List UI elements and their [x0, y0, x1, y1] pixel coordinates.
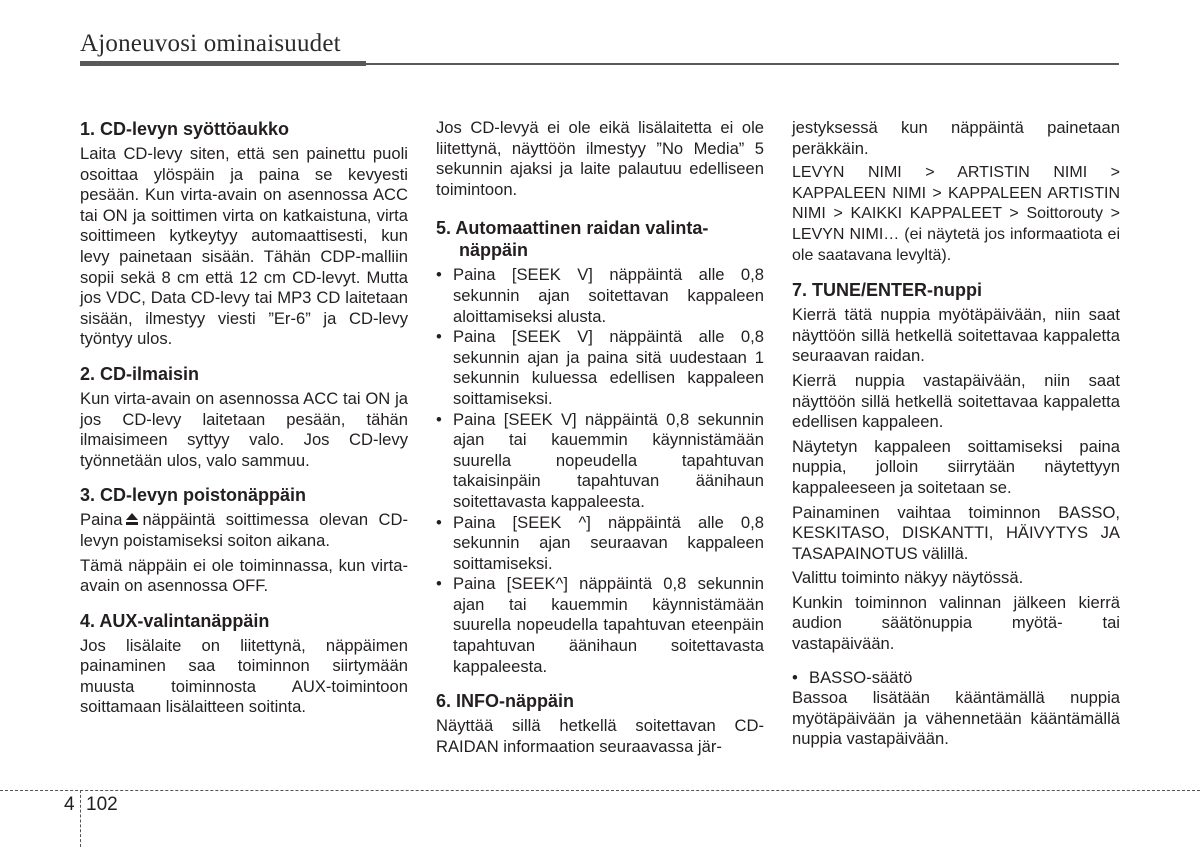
column-2	[436, 118, 764, 757]
chapter-number: 4	[64, 794, 75, 815]
paragraph-bass: Bassoa lisätään kääntämällä nuppia myötäpäivään ja vähennetään kääntämällä nuppia vastapäivään.	[792, 688, 1120, 749]
heading-cd-indicator: 2. CD-ilmaisin	[80, 363, 200, 384]
paragraph-tune-display: Valittu toiminto näkyy näytössä.	[792, 568, 1024, 588]
heading-seek-line1: 5. Automaattinen raidan valinta-	[436, 218, 709, 239]
seek-bullet-text: Paina [SEEK V] näppäintä alle 0,8 sekunnin ajan soitettavan kappaleen aloittamiseksi alusta.	[453, 265, 764, 326]
heading-seek-line2: näppäin	[459, 240, 529, 261]
paragraph-tune-press: Näytetyn kappaleen soittamiseksi paina nuppia, jolloin siirrytään näytettyyn kappaleeseen ja soitetaan se.	[792, 436, 1120, 497]
bullet-dot: •	[436, 512, 442, 532]
paragraph-tune-modes: Painaminen vaihtaa toiminnon BASSO, KESKITASO, DISKANTTI, HÄIVYTYS JA TASAPAINOTUS välillä.	[792, 502, 1120, 563]
heading-aux-button: 4. AUX-valintanäppäin	[80, 610, 270, 631]
bullet-dot: •	[436, 265, 442, 285]
bass-bullet	[792, 668, 1120, 689]
heading-seek	[436, 217, 764, 261]
heading-tune-knob: 7. TUNE/ENTER-nuppi	[792, 280, 982, 301]
paragraph-info-cont: jestyksessä kun näppäintä painetaan peräkkäin.	[792, 118, 1120, 158]
paragraph-tune-adjust: Kunkin toiminnon valinnan jälkeen kierrä audion säätönuppia myötä- tai vastapäivään.	[792, 592, 1120, 654]
heading-eject-button: 3. CD-levyn poistonäppäin	[80, 485, 307, 506]
bass-bullet-label: BASSO-säätö	[809, 667, 913, 687]
bullet-dot: •	[436, 574, 442, 594]
seek-bullet-5	[436, 574, 764, 677]
heading-info-button: 6. INFO-näppäin	[436, 691, 575, 712]
header-title: Ajoneuvosi ominaisuudet	[80, 30, 341, 57]
seek-bullet-2	[436, 327, 764, 409]
paragraph-cd-indicator: Kun virta-avain on asennossa ACC tai ON ja jos CD-levy laitetaan pesään, tähän ilmaisimeen syttyy valo. Jos CD-levy työnnetään ulos, valo sammuu.	[80, 388, 408, 470]
eject-icon	[125, 512, 139, 526]
paragraph-info-sequence: LEVYN NIMI > ARTISTIN NIMI > KAPPALEEN NIMI > KAPPALEEN ARTISTIN NIMI > KAIKKI KAPPALEET > Soittorouty > LEVYN NIMI… (ei näytetä jos informaatiota ei ole saatavana levyltä).	[792, 164, 1120, 264]
column-3	[792, 118, 1120, 750]
paragraph-eject	[80, 510, 408, 551]
bullet-dot: •	[792, 667, 798, 687]
seek-bullet-3	[436, 410, 764, 513]
paragraph-cd-slot: Laita CD-levy siten, että sen painettu puoli osoittaa ylöspäin ja paina se kevyesti pesään. Kun virta-avain on asennossa ACC tai ON ja soittimen virta on katkaistuna, virta soittimeen kytkeytyy automaattisesti, kun levy painetaan sisään. Tähän CDP-malliin sopii sekä 8 cm että 12 cm CD-levyt. Mutta jos VDC, Data CD-levy tai MP3 CD laitetaan sisään, ilmestyy viesti ”Er-6” ja CD-levy työntyy ulos.	[80, 144, 408, 349]
paragraph-no-media: Jos CD-levyä ei ole eikä lisälaitetta ei ole liitettynä, näyttöön ilmestyy ”No Media” 5 sekunnin ajaksi ja laite palautuu edelliseen toimintoon.	[436, 118, 764, 199]
header-rule-dark	[80, 61, 366, 66]
eject-text-post: näppäintä soittimessa olevan CD-levyn poistamiseksi soiton aikana.	[80, 510, 408, 550]
footer-rule	[0, 790, 1200, 791]
bullet-dot: •	[436, 327, 442, 347]
footer-vertical-rule	[80, 790, 81, 847]
paragraph-tune-cw: Kierrä tätä nuppia myötäpäivään, niin saat näyttöön sillä hetkellä soitettavaa kappaletta seuraavan raidan.	[792, 305, 1120, 366]
page-number: 102	[86, 794, 118, 815]
paragraph-tune-ccw: Kierrä nuppia vastapäivään, niin saat näyttöön sillä hetkellä soitettavaa kappaletta edellisen kappaleen.	[792, 370, 1120, 432]
seek-bullet-1	[436, 265, 764, 327]
seek-bullet-4	[436, 513, 764, 575]
paragraph-info: Näyttää sillä hetkellä soitettavan CD-RAIDAN informaation seuraavassa jär-	[436, 716, 764, 756]
paragraph-aux: Jos lisälaite on liitettynä, näppäimen painaminen saa toiminnon siirtymään muusta toiminnosta AUX-toimintoon soittamaan lisälaitteen soitinta.	[80, 635, 408, 717]
seek-bullet-text: Paina [SEEK V] näppäintä alle 0,8 sekunnin ajan ja paina sitä uudestaan 1 sekunnin kuluessa edellisen kappaleen soittamiseksi.	[453, 327, 764, 408]
column-1	[80, 118, 408, 718]
eject-text-pre: Paina	[80, 510, 123, 530]
seek-bullet-text: Paina [SEEK V] näppäintä 0,8 sekunnin ajan tai kauemmin käynnistämään suurella nopeudella tapahtuvan takaisinpäin tapahtuvan äänihaun soitettavasta kappaleesta.	[453, 409, 764, 511]
seek-bullet-text: Paina [SEEK^] näppäintä 0,8 sekunnin ajan tai kauemmin käynnistämään suurella nopeudella tapahtuvan eteenpäin tapahtuvan äänihaun soitettavasta kappaleesta.	[453, 574, 764, 676]
header-rule-light	[366, 63, 1119, 65]
paragraph-eject-off: Tämä näppäin ei ole toiminnassa, kun virta-avain on asennossa OFF.	[80, 555, 408, 596]
bullet-dot: •	[436, 409, 442, 429]
seek-bullet-text: Paina [SEEK ^] näppäintä alle 0,8 sekunnin ajan seuraavan kappaleen soittamiseksi.	[453, 512, 764, 573]
heading-cd-slot: 1. CD-levyn syöttöaukko	[80, 119, 290, 139]
